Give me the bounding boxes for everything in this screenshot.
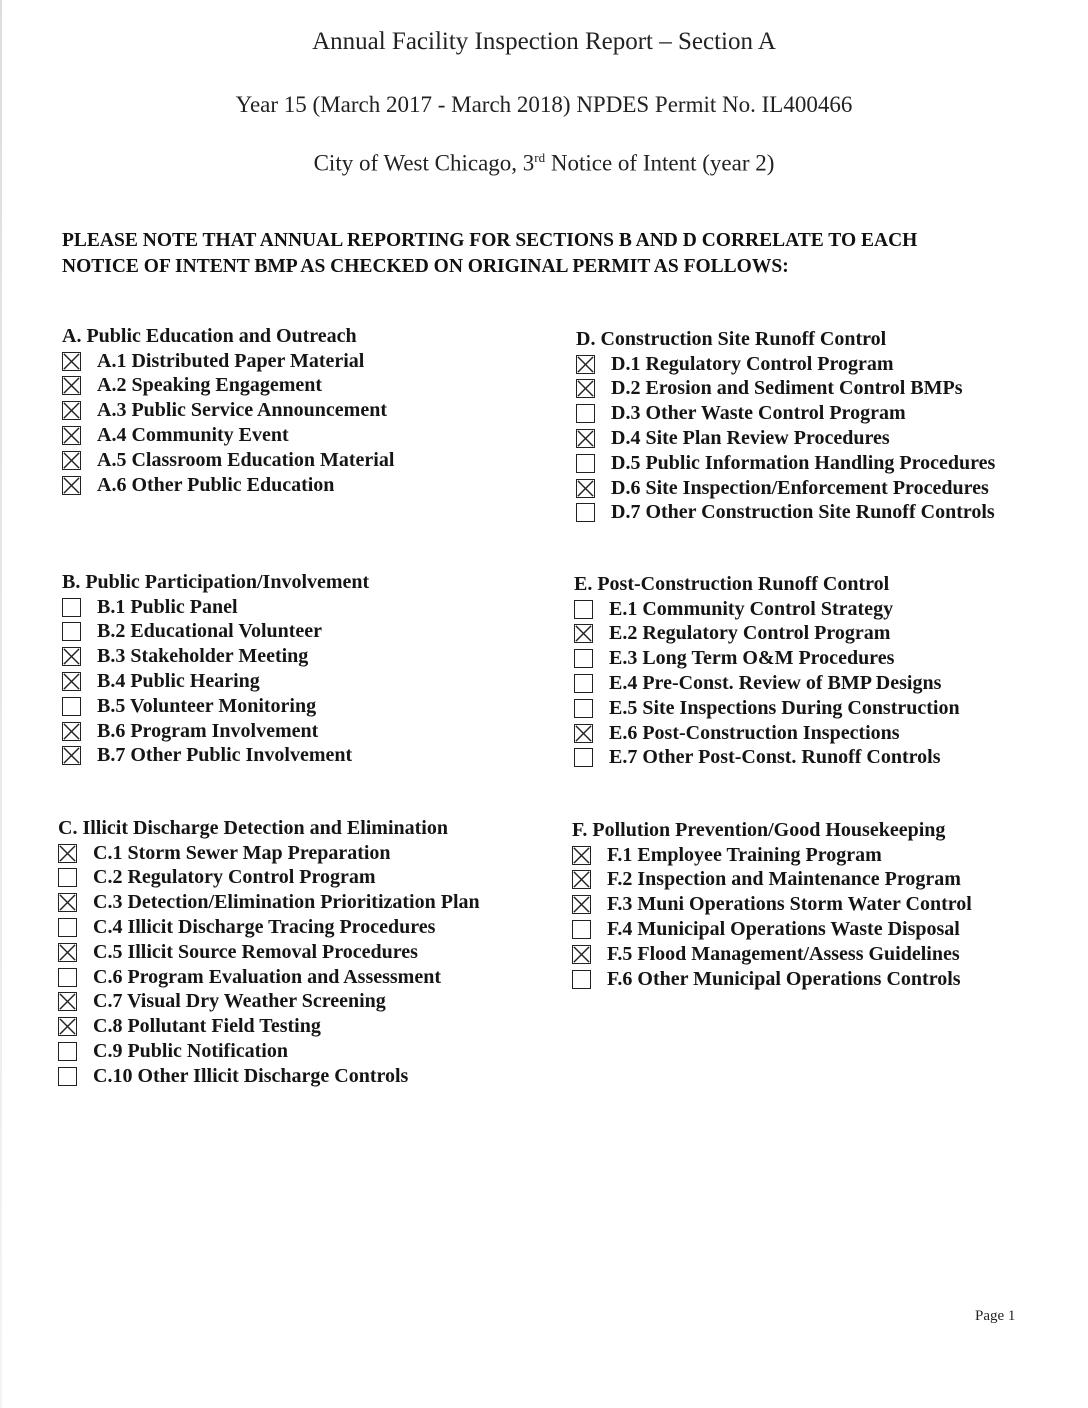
checklist-item-label: D.2 Erosion and Sediment Control BMPs: [611, 377, 963, 400]
checklist-item-label: B.1 Public Panel: [97, 595, 238, 618]
checklist-item-label: D.6 Site Inspection/Enforcement Procedures: [611, 476, 989, 499]
checklist-item-label: A.6 Other Public Education: [97, 473, 335, 496]
checklist-item: [572, 917, 972, 942]
unchecked-box-icon[interactable]: [576, 503, 595, 522]
unchecked-box-icon[interactable]: [576, 454, 595, 473]
checklist-item: [62, 473, 394, 498]
checklist-item-label: E.4 Pre-Const. Review of BMP Designs: [609, 672, 942, 695]
checklist-item: [62, 620, 369, 645]
unchecked-box-icon[interactable]: [58, 1067, 77, 1086]
checked-box-icon[interactable]: [574, 624, 593, 643]
checklist-item: [62, 349, 394, 374]
checklist-item: [572, 942, 972, 967]
checked-box-icon[interactable]: [572, 945, 591, 964]
section-title: B. Public Participation/Involvement: [62, 571, 370, 593]
checklist-item: [572, 843, 972, 868]
checklist-item: [58, 866, 480, 891]
unchecked-box-icon[interactable]: [58, 868, 77, 887]
checklist-item: [62, 744, 369, 769]
checklist-item: [62, 719, 369, 744]
checked-box-icon[interactable]: [572, 846, 591, 865]
checklist-item-label: E.1 Community Control Strategy: [609, 597, 894, 620]
unchecked-box-icon[interactable]: [62, 697, 81, 716]
checklist-item: [574, 671, 960, 696]
section-e: [574, 572, 960, 770]
checklist-item: [572, 868, 972, 893]
checklist-item-label: C.8 Pollutant Field Testing: [93, 1015, 321, 1038]
checklist-item-label: D.3 Other Waste Control Program: [611, 402, 906, 425]
checked-box-icon[interactable]: [62, 476, 81, 495]
checklist-item: [58, 1014, 480, 1039]
checklist-item: [574, 721, 960, 746]
notice-line-2: NOTICE OF INTENT BMP AS CHECKED ON ORIGINAL PERMIT AS FOLLOWS:: [62, 256, 789, 277]
checklist-item: [574, 746, 960, 771]
section-f: [572, 818, 972, 992]
section-b: [62, 570, 369, 768]
checklist-item: [576, 377, 995, 402]
checklist-item-label: A.1 Distributed Paper Material: [97, 349, 365, 372]
section-title: A. Public Education and Outreach: [62, 325, 357, 347]
checklist-item-label: B.3 Stakeholder Meeting: [97, 645, 309, 668]
checked-box-icon[interactable]: [58, 943, 77, 962]
checklist-item: [572, 967, 972, 992]
section-c: [58, 816, 480, 1089]
checklist-item: [574, 696, 960, 721]
checklist-item-label: B.7 Other Public Involvement: [97, 744, 353, 767]
checked-box-icon[interactable]: [62, 352, 81, 371]
checklist-item-label: C.9 Public Notification: [93, 1040, 288, 1063]
city-line-suffix: Notice of Intent (year 2): [545, 150, 775, 176]
checklist-item-label: C.10 Other Illicit Discharge Controls: [93, 1064, 409, 1087]
checked-box-icon[interactable]: [572, 895, 591, 914]
checklist-item: [58, 915, 480, 940]
section-title: E. Post-Construction Runoff Control: [574, 573, 890, 595]
checklist-item-label: F.4 Municipal Operations Waste Disposal: [607, 918, 960, 941]
checklist-item: [62, 398, 394, 423]
checklist-item-label: F.1 Employee Training Program: [607, 843, 882, 866]
checklist-item-label: F.3 Muni Operations Storm Water Control: [607, 893, 972, 916]
unchecked-box-icon[interactable]: [574, 699, 593, 718]
checked-box-icon[interactable]: [62, 722, 81, 741]
checklist-item: [576, 352, 995, 377]
checklist-item-label: D.7 Other Construction Site Runoff Controls: [611, 501, 995, 524]
checked-box-icon[interactable]: [58, 992, 77, 1011]
checklist-item-label: A.5 Classroom Education Material: [97, 448, 395, 471]
checklist-item: [62, 448, 394, 473]
checklist-item: [58, 990, 480, 1015]
unchecked-box-icon[interactable]: [58, 1042, 77, 1061]
section-title: F. Pollution Prevention/Good Housekeeping: [572, 819, 946, 841]
checklist-item-label: B.2 Educational Volunteer: [97, 620, 323, 643]
checklist-item-label: C.7 Visual Dry Weather Screening: [93, 990, 386, 1013]
checklist-item-label: E.6 Post-Construction Inspections: [609, 721, 900, 744]
unchecked-box-icon[interactable]: [58, 918, 77, 937]
city-line-prefix: City of West Chicago, 3: [313, 150, 535, 176]
checklist-item-label: B.5 Volunteer Monitoring: [97, 694, 317, 717]
checklist-item: [62, 669, 369, 694]
page-number: Page 1: [975, 1308, 1016, 1324]
unchecked-box-icon[interactable]: [62, 622, 81, 641]
checklist-item-label: F.2 Inspection and Maintenance Program: [607, 868, 961, 891]
checklist-item-label: D.1 Regulatory Control Program: [611, 352, 894, 375]
checked-box-icon[interactable]: [576, 429, 595, 448]
checklist-item: [62, 374, 394, 399]
checklist-item-label: C.4 Illicit Discharge Tracing Procedures: [93, 916, 436, 939]
checklist-item: [58, 1064, 480, 1089]
checklist-item-label: E.2 Regulatory Control Program: [609, 622, 891, 645]
checked-box-icon[interactable]: [62, 672, 81, 691]
checklist-item-label: C.5 Illicit Source Removal Procedures: [93, 940, 418, 963]
checklist-item-label: C.2 Regulatory Control Program: [93, 866, 376, 889]
checklist-item: [62, 694, 369, 719]
checked-box-icon[interactable]: [58, 844, 77, 863]
unchecked-box-icon[interactable]: [58, 968, 77, 987]
checklist-item-label: B.6 Program Involvement: [97, 719, 319, 742]
checked-box-icon[interactable]: [576, 379, 595, 398]
checked-box-icon[interactable]: [62, 647, 81, 666]
unchecked-box-icon[interactable]: [62, 598, 81, 617]
checklist-item: [62, 423, 394, 448]
checklist-item: [58, 940, 480, 965]
unchecked-box-icon[interactable]: [572, 970, 591, 989]
city-line-superscript: rd: [534, 150, 546, 165]
unchecked-box-icon[interactable]: [576, 404, 595, 423]
checklist-item-label: C.1 Storm Sewer Map Preparation: [93, 841, 391, 864]
checklist-item-label: D.5 Public Information Handling Procedures: [611, 451, 996, 474]
section-d: [576, 327, 995, 525]
unchecked-box-icon[interactable]: [572, 920, 591, 939]
permit-line: Year 15 (March 2017 - March 2018) NPDES Permit No. IL400466: [235, 92, 853, 117]
checklist-item-label: A.4 Community Event: [97, 424, 289, 447]
section-title: D. Construction Site Runoff Control: [576, 328, 887, 350]
checklist-item-label: E.7 Other Post-Const. Runoff Controls: [609, 746, 941, 769]
checklist-item: [58, 841, 480, 866]
checklist-item-label: C.6 Program Evaluation and Assessment: [93, 965, 441, 988]
notice-line-1: PLEASE NOTE THAT ANNUAL REPORTING FOR SECTIONS B AND D CORRELATE TO EACH: [62, 230, 918, 251]
checked-box-icon[interactable]: [58, 1017, 77, 1036]
checklist-item-label: D.4 Site Plan Review Procedures: [611, 427, 890, 450]
checklist-item: [576, 451, 995, 476]
checked-box-icon[interactable]: [58, 893, 77, 912]
checked-box-icon[interactable]: [62, 401, 81, 420]
checklist-item-label: E.3 Long Term O&M Procedures: [609, 647, 895, 670]
section-a: [62, 324, 394, 498]
checklist-item-label: E.5 Site Inspections During Construction: [609, 696, 960, 719]
page-title: Annual Facility Inspection Report – Section A: [312, 28, 776, 55]
checklist-item: [62, 595, 369, 620]
checked-box-icon[interactable]: [62, 376, 81, 395]
checklist-item: [58, 1039, 480, 1064]
checklist-item: [576, 426, 995, 451]
unchecked-box-icon[interactable]: [574, 748, 593, 767]
unchecked-box-icon[interactable]: [574, 674, 593, 693]
checklist-item-label: F.5 Flood Management/Assess Guidelines: [607, 942, 960, 965]
checklist-item: [58, 890, 480, 915]
checklist-item: [576, 476, 995, 501]
checked-box-icon[interactable]: [576, 355, 595, 374]
checked-box-icon[interactable]: [62, 426, 81, 445]
checklist-item: [572, 892, 972, 917]
checked-box-icon[interactable]: [572, 870, 591, 889]
checklist-item: [576, 501, 995, 526]
checklist-item-label: A.3 Public Service Announcement: [97, 399, 387, 422]
checked-box-icon[interactable]: [574, 724, 593, 743]
checklist-item: [574, 597, 960, 622]
checked-box-icon[interactable]: [62, 746, 81, 765]
checklist-item-label: C.3 Detection/Elimination Prioritization Plan: [93, 891, 480, 914]
checklist-item-label: F.6 Other Municipal Operations Controls: [607, 967, 961, 990]
checklist-item: [62, 644, 369, 669]
checklist-item: [574, 622, 960, 647]
section-title: C. Illicit Discharge Detection and Elimination: [58, 817, 448, 839]
scan-edge: [0, 0, 2, 1408]
checked-box-icon[interactable]: [62, 451, 81, 470]
checklist-item: [58, 965, 480, 990]
unchecked-box-icon[interactable]: [574, 600, 593, 619]
checked-box-icon[interactable]: [576, 479, 595, 498]
checklist-item: [576, 401, 995, 426]
unchecked-box-icon[interactable]: [574, 649, 593, 668]
checklist-item-label: B.4 Public Hearing: [97, 670, 260, 693]
city-line: [0, 150, 1088, 177]
notice-block: [62, 228, 1042, 280]
checklist-item-label: A.2 Speaking Engagement: [97, 374, 323, 397]
checklist-item: [574, 646, 960, 671]
